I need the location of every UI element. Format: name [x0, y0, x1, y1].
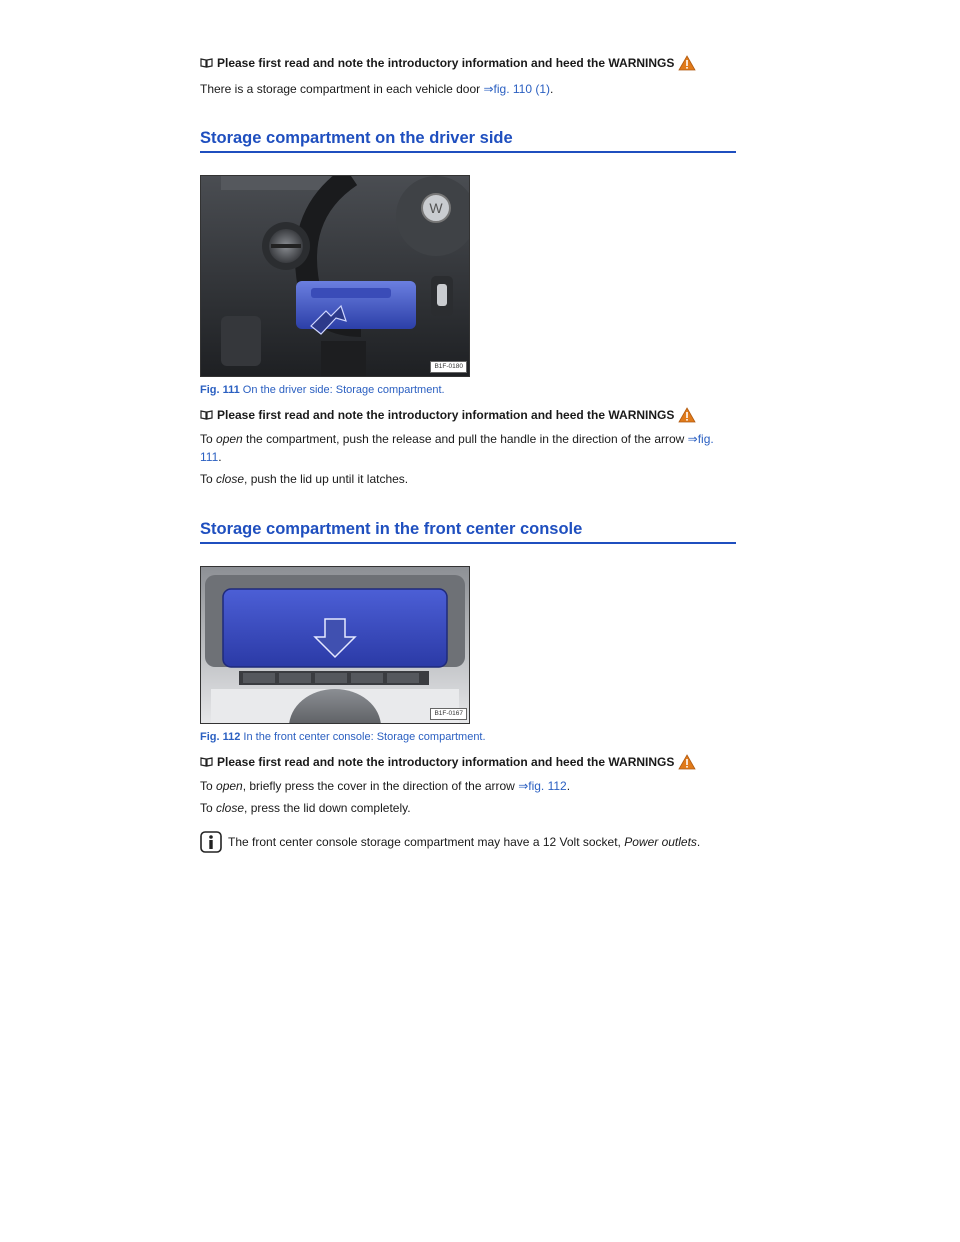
note-text: Please first read and note the introductory information and heed the WARNINGS — [217, 755, 675, 769]
note-text: Please first read and note the introductory information and heed the WARNINGS — [217, 56, 675, 70]
close-instruction-driver: To close, push the lid up until it latches. — [200, 472, 409, 486]
figure-tag: B1F-0180 — [430, 361, 467, 373]
figure-111-image — [200, 175, 470, 377]
open-instruction-console: To open, briefly press the cover in the direction of the arrow ⇒fig. 112. — [200, 779, 571, 793]
info-note — [200, 831, 736, 853]
warning-icon[interactable] — [678, 407, 696, 423]
book-icon — [200, 410, 213, 420]
note-read-first — [200, 404, 736, 426]
section-heading-center-console: Storage compartment in the front center console — [200, 518, 736, 544]
info-text: The front center console storage compartment may have a 12 Volt socket, Power outlets. — [228, 835, 701, 849]
info-icon — [200, 831, 222, 853]
figure-tag: B1F-0167 — [430, 708, 467, 720]
figure-112-image — [200, 566, 470, 724]
book-icon — [200, 757, 213, 767]
svg-text:W: W — [429, 200, 443, 216]
book-icon — [200, 58, 213, 68]
note-read-first — [200, 52, 736, 74]
open-instruction-driver: To open the compartment, push the release and pull the handle in the direction of the arrow ⇒fig. 111. — [200, 432, 714, 464]
dashboard-illustration — [201, 176, 469, 376]
center-console-illustration — [201, 567, 469, 723]
warning-icon[interactable] — [678, 55, 696, 71]
intro-paragraph: There is a storage compartment in each vehicle door ⇒fig. 110 (1). — [200, 82, 554, 96]
fig-111-link[interactable]: fig. 111 — [200, 432, 714, 464]
note-read-first — [200, 751, 736, 773]
note-text: Please first read and note the introductory information and heed the WARNINGS — [217, 408, 675, 422]
figure-112-caption: Fig. 112 In the front center console: Storage compartment. — [200, 731, 486, 743]
section-heading-driver-side: Storage compartment on the driver side — [200, 127, 736, 153]
warning-icon[interactable] — [678, 754, 696, 770]
page-content — [200, 52, 736, 853]
fig-112-link[interactable]: fig. 112 — [528, 779, 567, 793]
close-instruction-console: To close, press the lid down completely. — [200, 801, 411, 815]
figure-111-caption: Fig. 111 On the driver side: Storage compartment. — [200, 384, 445, 396]
fig-110-link[interactable]: fig. 110 (1) — [493, 82, 551, 96]
